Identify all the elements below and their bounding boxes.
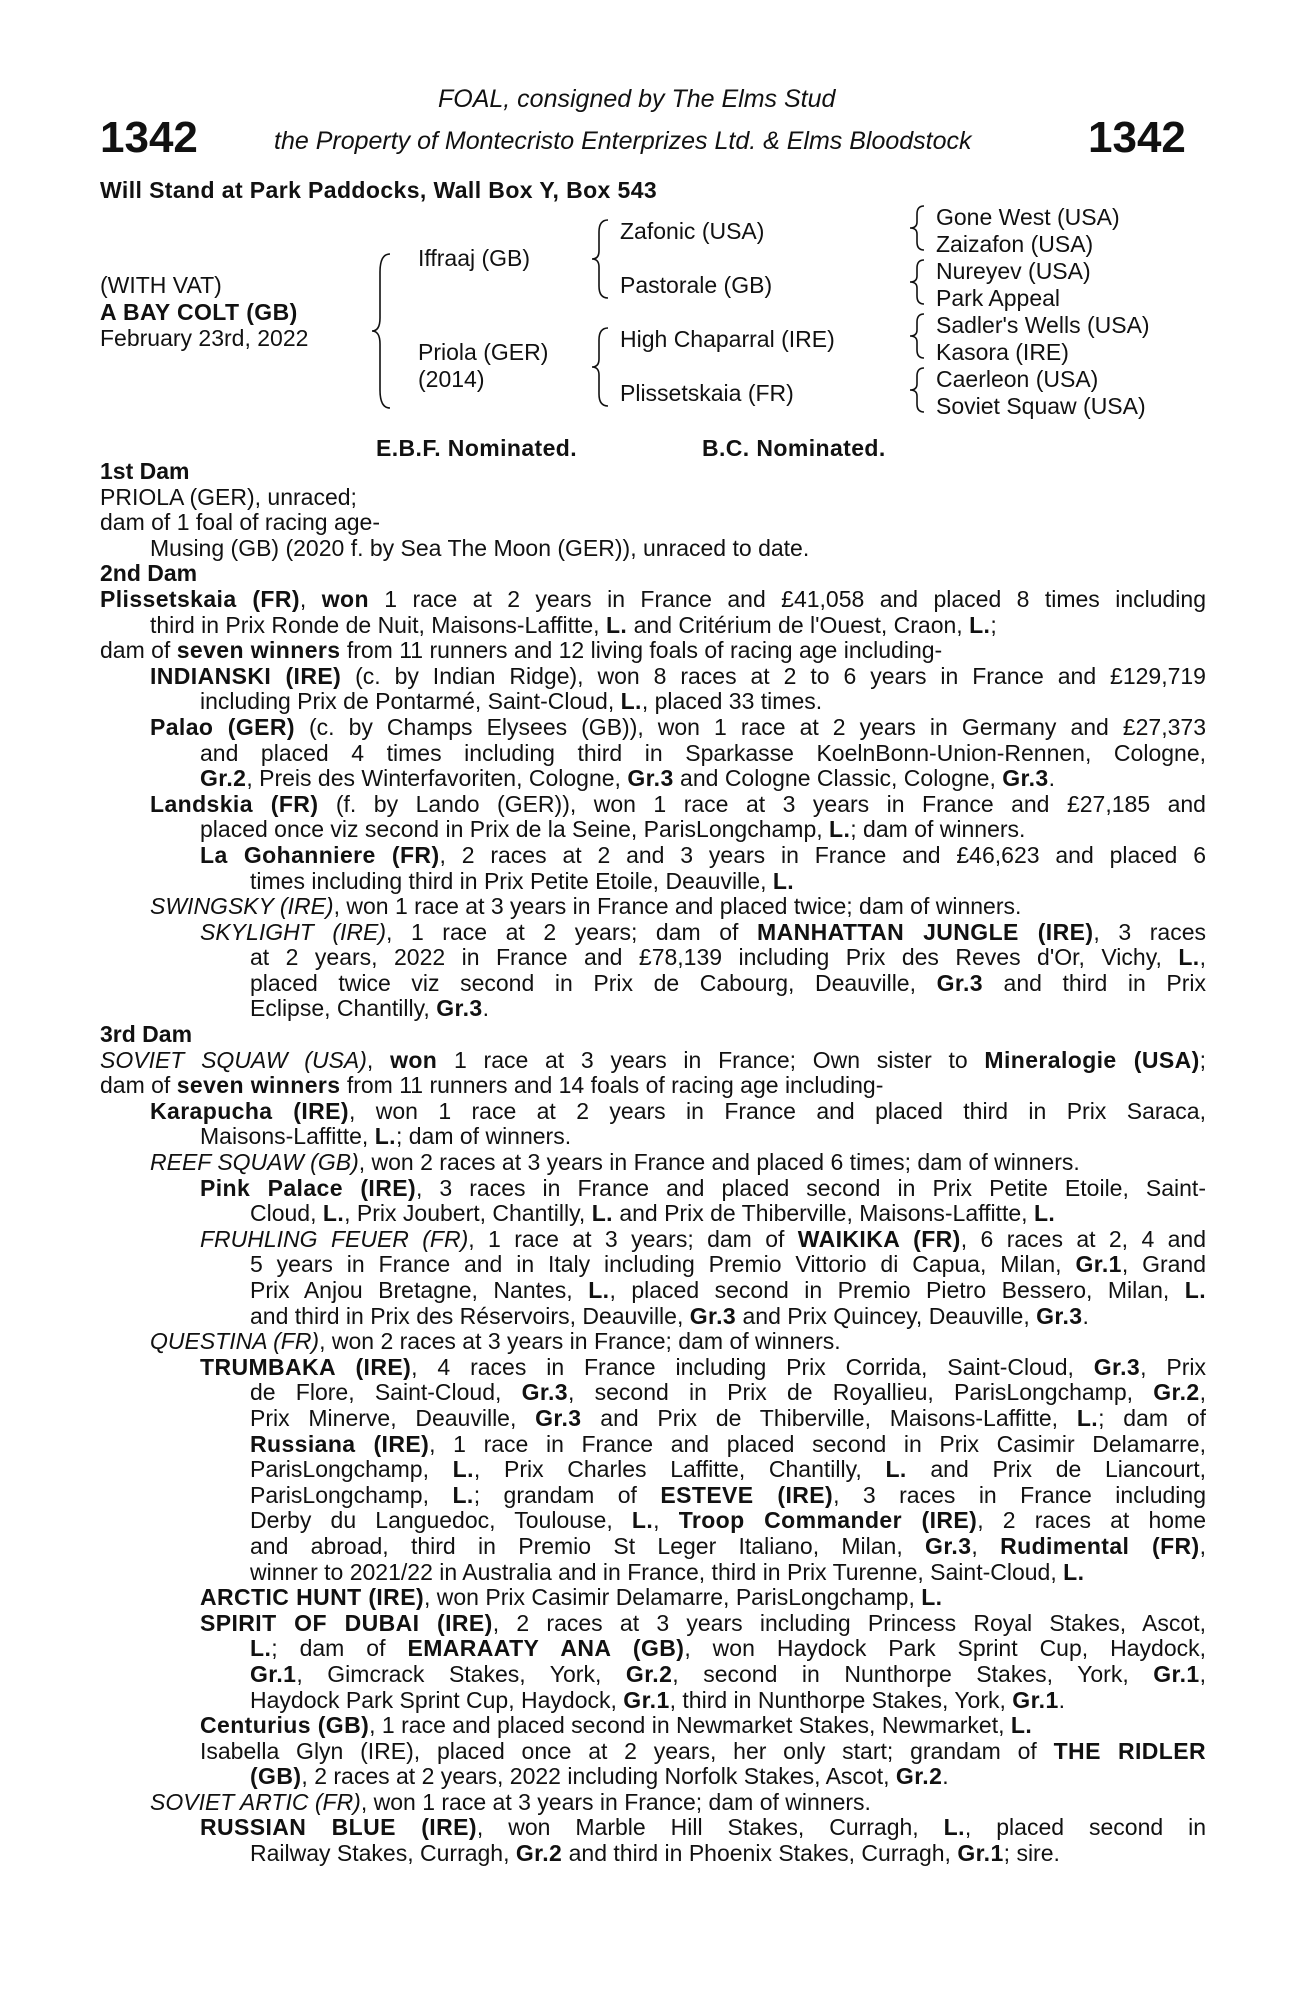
- indianski-line-1: INDIANSKI (IRE) (c. by Indian Ridge), won 8 races at 2 to 6 years in France and £129,719: [150, 663, 1206, 689]
- pedigree-g1: Gone West (USA): [936, 204, 1120, 230]
- isabella-glyn-line-2: (GB), 2 races at 2 years, 2022 including Norfolk Stakes, Ascot, Gr.2.: [250, 1763, 949, 1790]
- first-dam-produce: Musing (GB) (2020 f. by Sea The Moon (GER)), unraced to date.: [150, 534, 810, 561]
- spirit-of-dubai-line-1: SPIRIT OF DUBAI (IRE), 2 races at 3 years including Princess Royal Stakes, Ascot,: [200, 1610, 1206, 1636]
- indianski-line-2: including Prix de Pontarmé, Saint-Cloud, L., placed 33 times.: [200, 688, 823, 715]
- trumbaka-line-5: ParisLongchamp, L., Prix Charles Laffitte, Chantilly, L. and Prix de Liancourt,: [250, 1457, 1206, 1483]
- russian-blue-line-1: RUSSIAN BLUE (IRE), won Marble Hill Stakes, Curragh, L., placed second in: [200, 1815, 1206, 1841]
- second-dam-line-2: third in Prix Ronde de Nuit, Maisons-Laffitte, L. and Critérium de l'Ouest, Craon, L.;: [150, 611, 997, 638]
- questina-line: QUESTINA (FR), won 2 races at 3 years in France; dam of winners.: [150, 1328, 841, 1355]
- spirit-of-dubai-line-2: L.; dam of EMARAATY ANA (GB), won Haydock Park Sprint Cup, Haydock,: [250, 1636, 1206, 1662]
- brace-g4: [908, 366, 928, 414]
- third-dam-line-2: dam of seven winners from 11 runners and 14 foals of racing age including-: [100, 1072, 884, 1099]
- landskia-line-2: placed once viz second in Prix de la Seine, ParisLongchamp, L.; dam of winners.: [200, 816, 1026, 843]
- brace-g1: [908, 204, 928, 252]
- fruhling-feuer-line-1: FRUHLING FEUER (FR), 1 race at 3 years; dam of WAIKIKA (FR), 6 races at 2, 4 and: [200, 1226, 1206, 1252]
- subject-name: A BAY COLT (GB): [100, 299, 298, 325]
- skylight-line-1: SKYLIGHT (IRE), 1 race at 2 years; dam of MANHATTAN JUNGLE (IRE), 3 races: [200, 919, 1206, 945]
- pedigree-g5: Sadler's Wells (USA): [936, 312, 1150, 338]
- pedigree-g2: Zaizafon (USA): [936, 231, 1094, 257]
- fruhling-feuer-line-3: Prix Anjou Bretagne, Nantes, L., placed second in Premio Pietro Bessero, Milan, L.: [250, 1278, 1206, 1303]
- landskia-line-1: Landskia (FR) (f. by Lando (GER)), won 1 race at 3 years in France and £27,185 and: [150, 791, 1206, 817]
- catalogue-body: [100, 459, 1206, 1867]
- pedigree-dam-dam: Plissetskaia (FR): [620, 380, 794, 406]
- second-dam-line-1: Plissetskaia (FR), won 1 race at 2 years in France and £41,058 and placed 8 times including: [100, 586, 1206, 612]
- isabella-glyn-line-1: Isabella Glyn (IRE), placed once at 2 years, her only start; grandam of THE RIDLER: [200, 1738, 1206, 1764]
- skylight-line-2: at 2 years, 2022 in France and £78,139 including Prix des Reves d'Or, Vichy, L.,: [250, 945, 1206, 971]
- stand-location: Will Stand at Park Paddocks, Wall Box Y, Box 543: [100, 177, 658, 203]
- trumbaka-line-8: and abroad, third in Premio St Leger Italiano, Milan, Gr.3, Rudimental (FR),: [250, 1533, 1206, 1559]
- vat-note: (WITH VAT): [100, 272, 222, 298]
- palao-line-3: Gr.2, Preis des Winterfavoriten, Cologne, Gr.3 and Cologne Classic, Cologne, Gr.3.: [200, 765, 1056, 792]
- karapucha-line-2: Maisons-Laffitte, L.; dam of winners.: [200, 1123, 572, 1150]
- pedigree-g8: Soviet Squaw (USA): [936, 393, 1146, 419]
- pedigree-g4: Park Appeal: [936, 285, 1061, 311]
- dam-name: Plissetskaia (FR): [100, 586, 300, 612]
- spirit-of-dubai-line-4: Haydock Park Sprint Cup, Haydock, Gr.1, third in Nunthorpe Stakes, York, Gr.1.: [250, 1686, 1066, 1713]
- brace-dam: [590, 326, 612, 408]
- swingsky-line: SWINGSKY (IRE), won 1 race at 3 years in France and placed twice; dam of winners.: [150, 893, 1022, 920]
- pedigree-dam-sire: High Chaparral (IRE): [620, 326, 835, 352]
- skylight-line-3: placed twice viz second in Prix de Cabourg, Deauville, Gr.3 and third in Prix: [250, 970, 1206, 996]
- la-gohanniere-line-2: times including third in Prix Petite Etoile, Deauville, L.: [250, 867, 795, 894]
- spirit-of-dubai-line-3: Gr.1, Gimcrack Stakes, York, Gr.2, second in Nunthorpe Stakes, York, Gr.1,: [250, 1661, 1206, 1687]
- third-dam-heading: 3rd Dam: [100, 1021, 193, 1048]
- reef-squaw-line: REEF SQUAW (GB), won 2 races at 3 years in France and placed 6 times; dam of winners.: [150, 1149, 1080, 1176]
- first-dam-line-2: dam of 1 foal of racing age-: [100, 509, 380, 536]
- la-gohanniere-line-1: La Gohanniere (FR), 2 races at 2 and 3 years in France and £46,623 and placed 6: [200, 842, 1206, 868]
- consignor-line-2: the Property of Montecristo Enterprizes Ltd. & Elms Bloodstock: [274, 127, 972, 155]
- third-dam-line-1: SOVIET SQUAW (USA), won 1 race at 3 years in France; Own sister to Mineralogie (USA);: [100, 1047, 1206, 1073]
- fruhling-feuer-line-4: and third in Prix des Réservoirs, Deauville, Gr.3 and Prix Quincey, Deauville, Gr.3.: [250, 1302, 1089, 1329]
- karapucha-line-1: Karapucha (IRE), won 1 race at 2 years in France and placed third in Prix Saraca,: [150, 1098, 1206, 1124]
- consignor-line-1: FOAL, consigned by The Elms Stud: [438, 85, 836, 113]
- lot-number-right: 1342: [1088, 113, 1186, 162]
- centurius-line: Centurius (GB), 1 race and placed second in Newmarket Stakes, Newmarket, L.: [200, 1712, 1033, 1739]
- pedigree-g7: Caerleon (USA): [936, 366, 1099, 392]
- pedigree-dam: Priola (GER): [418, 339, 549, 365]
- palao-line-2: and placed 4 times including third in Sparkasse KoelnBonn-Union-Rennen, Cologne,: [200, 740, 1206, 766]
- pedigree-g3: Nureyev (USA): [936, 258, 1091, 284]
- first-dam-line-1: PRIOLA (GER), unraced;: [100, 483, 357, 510]
- pedigree-sire-sire: Zafonic (USA): [620, 218, 765, 244]
- pink-palace-line-1: Pink Palace (IRE), 3 races in France and placed second in Prix Petite Etoile, Saint-: [200, 1175, 1206, 1201]
- bc-nomination: B.C. Nominated.: [702, 435, 886, 461]
- pink-palace-line-2: Cloud, L., Prix Joubert, Chantilly, L. and Prix de Thiberville, Maisons-Laffitte, L.: [250, 1200, 1056, 1227]
- subject-dob: February 23rd, 2022: [100, 325, 309, 351]
- brace-g2: [908, 258, 928, 306]
- trumbaka-line-4: Russiana (IRE), 1 race in France and placed second in Prix Casimir Delamarre,: [250, 1431, 1206, 1457]
- palao-line-1: Palao (GER) (c. by Champs Elysees (GB)), won 1 race at 2 years in Germany and £27,373: [150, 714, 1206, 740]
- trumbaka-line-6: ParisLongchamp, L.; grandam of ESTEVE (IRE), 3 races in France including: [250, 1482, 1206, 1508]
- arctic-hunt-line: ARCTIC HUNT (IRE), won Prix Casimir Delamarre, ParisLongchamp, L.: [200, 1584, 943, 1611]
- brace-sire: [590, 218, 612, 300]
- second-dam-line-3: dam of seven winners from 11 runners and 12 living foals of racing age including-: [100, 637, 943, 664]
- trumbaka-line-1: TRUMBAKA (IRE), 4 races in France including Prix Corrida, Saint-Cloud, Gr.3, Prix: [200, 1354, 1206, 1380]
- brace-main: [370, 252, 394, 410]
- ebf-nomination: E.B.F. Nominated.: [376, 435, 578, 461]
- pedigree-dam-year: (2014): [418, 366, 485, 392]
- trumbaka-line-9: winner to 2021/22 in Australia and in France, third in Prix Turenne, Saint-Cloud, L.: [250, 1558, 1085, 1585]
- pedigree-sire-dam: Pastorale (GB): [620, 272, 773, 298]
- pedigree-sire: Iffraaj (GB): [418, 245, 531, 271]
- lot-number-left: 1342: [100, 113, 198, 162]
- brace-g3: [908, 312, 928, 360]
- fruhling-feuer-line-2: 5 years in France and in Italy including Premio Vittorio di Capua, Milan, Gr.1, Grand: [250, 1252, 1206, 1278]
- second-dam-heading: 2nd Dam: [100, 560, 198, 587]
- first-dam-heading: 1st Dam: [100, 458, 190, 484]
- skylight-line-4: Eclipse, Chantilly, Gr.3.: [250, 995, 489, 1022]
- russian-blue-line-2: Railway Stakes, Curragh, Gr.2 and third in Phoenix Stakes, Curragh, Gr.1; sire.: [250, 1840, 1060, 1867]
- pedigree-g6: Kasora (IRE): [936, 339, 1069, 365]
- trumbaka-line-2: de Flore, Saint-Cloud, Gr.3, second in Prix de Royallieu, ParisLongchamp, Gr.2,: [250, 1380, 1206, 1406]
- soviet-artic-line: SOVIET ARTIC (FR), won 1 race at 3 years in France; dam of winners.: [150, 1788, 871, 1815]
- trumbaka-line-3: Prix Minerve, Deauville, Gr.3 and Prix de Thiberville, Maisons-Laffitte, L.; dam of: [250, 1405, 1206, 1431]
- trumbaka-line-7: Derby du Languedoc, Toulouse, L., Troop Commander (IRE), 2 races at home: [250, 1508, 1206, 1534]
